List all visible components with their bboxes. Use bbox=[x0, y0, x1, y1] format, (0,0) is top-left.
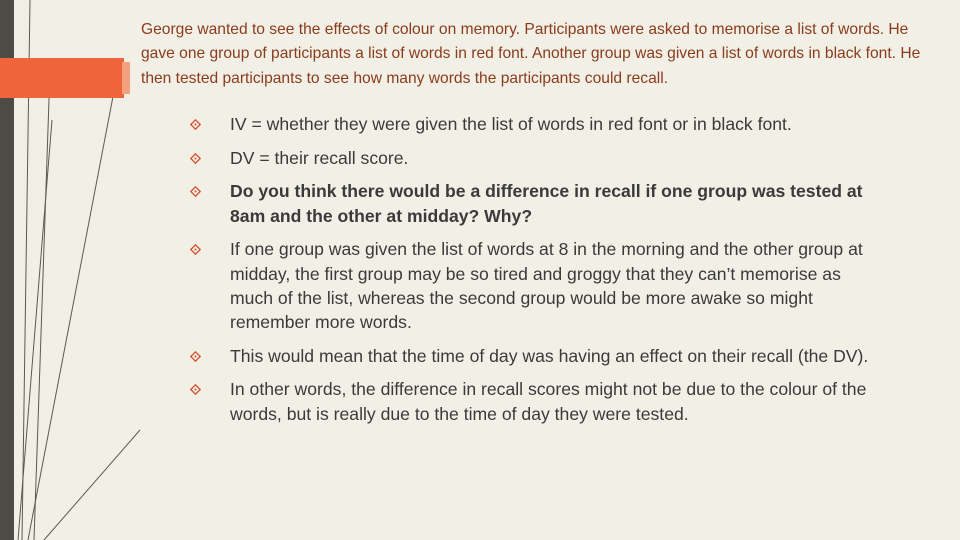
diamond-bullet-icon bbox=[190, 244, 201, 255]
bullet-text: Do you think there would be a difference in recall if one group was tested at 8am and the other at midday? Why? bbox=[230, 181, 863, 226]
bullet-dv bbox=[186, 146, 886, 170]
bullet-effect bbox=[186, 344, 886, 368]
accent-tab bbox=[0, 58, 124, 98]
diamond-bullet-icon bbox=[190, 351, 201, 362]
intro-paragraph: George wanted to see the effects of colour on memory. Participants were asked to memorise a list of words. He gave one group of participants a list of words in red font. Another group was given a list of words in black font. He then tested participants to see how many words the participants could recall. bbox=[141, 21, 921, 87]
bullet-text: This would mean that the time of day was having an effect on their recall (the DV). bbox=[230, 345, 869, 366]
bullet-text: IV = whether they were given the list of words in red font or in black font. bbox=[230, 114, 792, 134]
diamond-bullet-icon bbox=[190, 384, 201, 395]
bullet-list bbox=[186, 112, 886, 435]
bullet-text: If one group was given the list of words at 8 in the morning and the other group at midday, the first group may be so tired and groggy that they can’t memorise as much of the list, whereas the second group would be more awake so might remember more words. bbox=[230, 239, 863, 332]
bullet-text: In other words, the difference in recall scores might not be due to the colour of the words, but is really due to the time of day they were tested. bbox=[230, 379, 867, 424]
diamond-bullet-icon bbox=[190, 153, 201, 164]
bullet-conclusion bbox=[186, 377, 886, 425]
diamond-bullet-icon bbox=[190, 119, 201, 130]
bullet-text: DV = their recall score. bbox=[230, 147, 409, 168]
bullet-iv bbox=[186, 112, 886, 136]
bullet-explanation bbox=[186, 237, 886, 334]
diamond-bullet-icon bbox=[190, 186, 201, 197]
bullet-question bbox=[186, 179, 886, 227]
